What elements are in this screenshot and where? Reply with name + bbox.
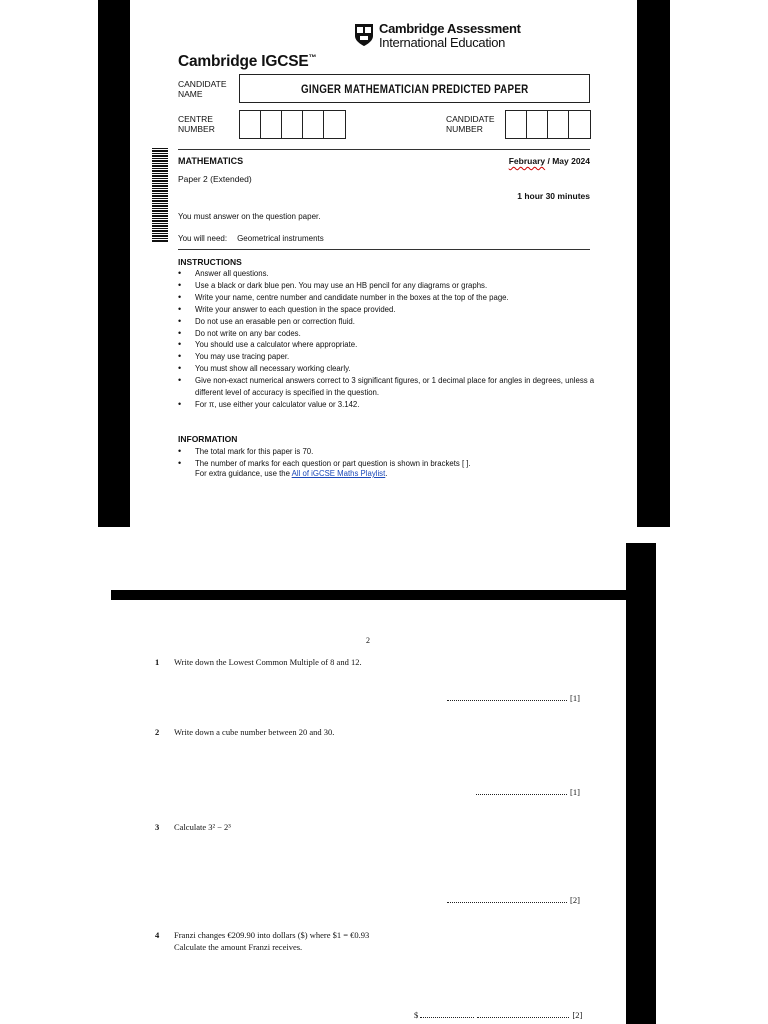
candidate-number-boxes[interactable] [505, 110, 591, 139]
playlist-link[interactable]: All of iGCSE Maths Playlist [291, 469, 386, 478]
candidate-name-label: CANDIDATE NAME [178, 79, 227, 99]
divider [178, 249, 590, 250]
question-text: Franzi changes €209.90 into dollars ($) where $1 = €0.93 [174, 930, 370, 940]
list-item: • Use a black or dark blue pen. You may use an HB pencil for any diagrams or graphs. [178, 280, 598, 292]
answer-line[interactable] [447, 693, 580, 703]
must-answer-note: You must answer on the question paper. [178, 212, 321, 221]
question-text: Calculate 3² − 2³ [174, 822, 231, 832]
shield-icon [354, 23, 374, 47]
centre-number-boxes[interactable] [239, 110, 346, 139]
logo-line2: International Education [379, 35, 506, 50]
centre-number-label: CENTRE NUMBER [178, 114, 215, 134]
subject: MATHEMATICS [178, 156, 244, 166]
answer-line[interactable] [447, 895, 580, 905]
divider [178, 149, 590, 150]
will-need-note: You will need: Geometrical instruments [178, 234, 324, 243]
page-number: 2 [366, 636, 370, 645]
list-item: • The number of marks for each question or part question is shown in brackets [ ]. [178, 458, 598, 470]
marks: [1] [570, 787, 580, 797]
digit-box[interactable] [569, 111, 590, 138]
list-item: • You may use tracing paper. [178, 351, 598, 363]
information-heading: INFORMATION [178, 434, 238, 444]
marks: [1] [570, 693, 580, 703]
paper-title: Paper 2 (Extended) [178, 174, 252, 184]
digit-box[interactable] [261, 111, 282, 138]
digit-box[interactable] [527, 111, 548, 138]
candidate-name-field[interactable] [239, 74, 590, 103]
scan-border-right [626, 543, 656, 1024]
question-text: Calculate the amount Franzi receives. [174, 942, 303, 952]
exam-date: February / May 2024 [508, 156, 590, 166]
answer-line[interactable] [476, 787, 580, 797]
list-item: • Do not use an erasable pen or correction fluid. [178, 316, 598, 328]
list-item: • Write your answer to each question in the space provided. [178, 304, 598, 316]
marks: [2] [572, 1010, 583, 1020]
cover-page [130, 0, 637, 527]
list-item: • Give non-exact numerical answers correct to 3 significant figures, or 1 decimal place for angles in degrees, unless a different level of accuracy is specified in the question. [178, 375, 598, 399]
digit-box[interactable] [324, 111, 345, 138]
list-item: • Do not write on any bar codes. [178, 328, 598, 340]
scan-border-left [98, 0, 130, 527]
question-number: 4 [155, 930, 160, 940]
question-number: 2 [155, 727, 160, 737]
barcode [152, 148, 168, 242]
candidate-number-label: CANDIDATE NUMBER [446, 114, 495, 134]
marks: [2] [570, 895, 580, 905]
exam-duration: 1 hour 30 minutes [517, 191, 590, 201]
list-item: • For π, use either your calculator value or 3.142. [178, 399, 598, 411]
list-item: • Write your name, centre number and candidate number in the boxes at the top of the page. [178, 292, 598, 304]
cambridge-logo [354, 21, 534, 51]
list-item: • Answer all questions. [178, 268, 598, 280]
information-list [178, 446, 598, 470]
question-text: Write down the Lowest Common Multiple of 8 and 12. [174, 657, 362, 667]
brand-title: Cambridge IGCSE™ [178, 53, 317, 71]
instructions-list [178, 268, 598, 411]
question-number: 1 [155, 657, 160, 667]
question-text: Write down a cube number between 20 and 30. [174, 727, 335, 737]
digit-box[interactable] [548, 111, 569, 138]
candidate-name-value: GINGER MATHEMATICIAN PREDICTED PAPER [300, 81, 529, 96]
list-item: • You should use a calculator where appropriate. [178, 339, 598, 351]
scan-border-right [637, 0, 670, 527]
instructions-heading: INSTRUCTIONS [178, 257, 242, 267]
list-item: • The total mark for this paper is 70. [178, 446, 598, 458]
list-item: • You must show all necessary working clearly. [178, 363, 598, 375]
digit-box[interactable] [240, 111, 261, 138]
digit-box[interactable] [303, 111, 324, 138]
digit-box[interactable] [506, 111, 527, 138]
scan-border-top [111, 590, 626, 600]
digit-box[interactable] [282, 111, 303, 138]
question-number: 3 [155, 822, 160, 832]
logo-line1: Cambridge Assessment [379, 21, 521, 36]
answer-line[interactable] [414, 1010, 582, 1020]
currency-symbol: $ [414, 1010, 419, 1020]
guidance-note: For extra guidance, use the All of iGCSE Maths Playlist. [195, 469, 388, 478]
